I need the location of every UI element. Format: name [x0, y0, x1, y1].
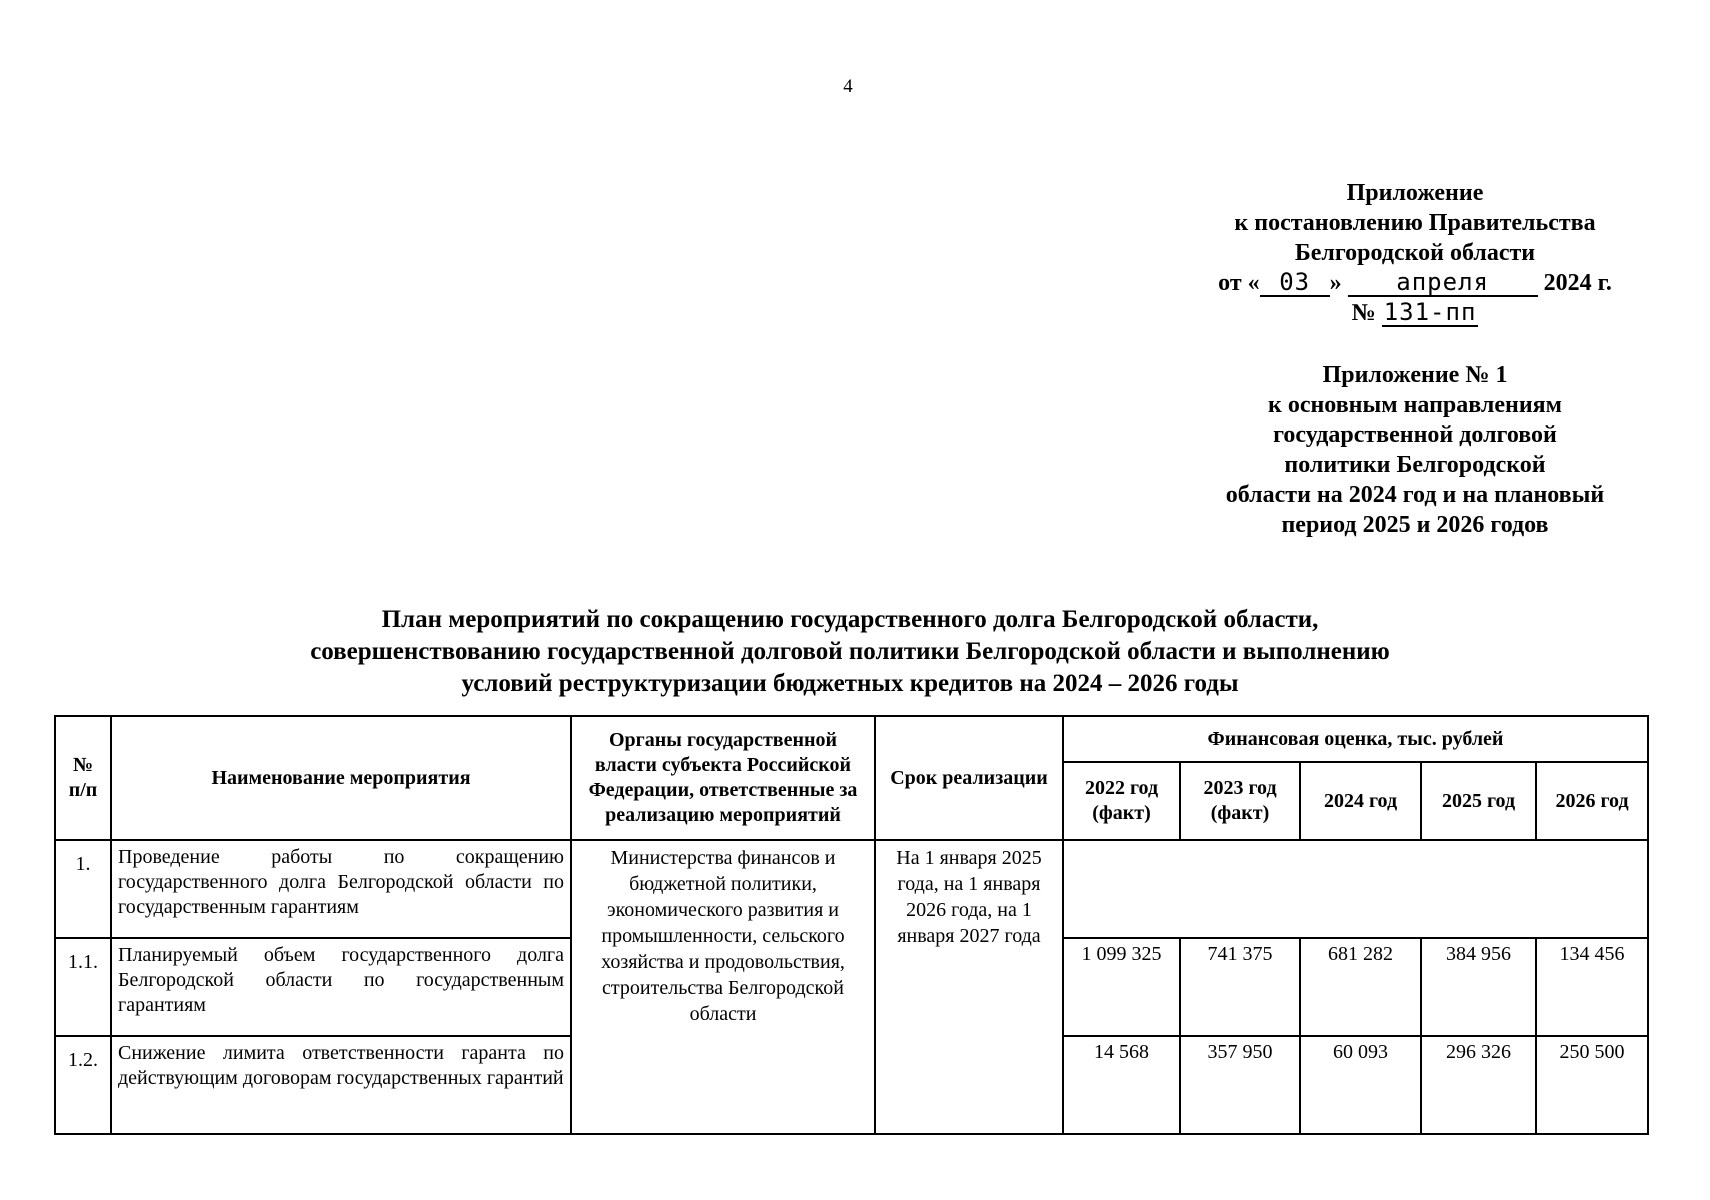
row-name: Проведение работы по сокращению государственного долга Белгородской области по государственным гарантиям	[111, 840, 571, 938]
value-2025: 296 326	[1421, 1036, 1536, 1134]
table-row	[55, 840, 1648, 938]
value-2022: 1 099 325	[1063, 938, 1180, 1036]
row-finance-empty	[1063, 840, 1648, 938]
plan-table	[54, 715, 1649, 1135]
date-day: 03	[1260, 269, 1330, 297]
date-mid: »	[1329, 270, 1342, 296]
date-year: 2024 г.	[1543, 270, 1612, 296]
appendix-1-line: государственной долговой	[1273, 422, 1557, 448]
value-2025: 384 956	[1421, 938, 1536, 1036]
header-row	[55, 716, 1648, 762]
appendix-1-header	[1180, 360, 1650, 540]
header-year-2026: 2026 год	[1536, 762, 1648, 840]
value-2023: 357 950	[1180, 1036, 1300, 1134]
header-term: Срок реализации	[875, 716, 1063, 840]
value-2022: 14 568	[1063, 1036, 1180, 1134]
row-num: 1.2.	[55, 1036, 111, 1134]
appendix-header-line: Приложение	[1346, 180, 1484, 206]
header-year-2024: 2024 год	[1300, 762, 1421, 840]
row-name: Снижение лимита ответственности гаранта по действующим договорам государственных гарантий	[111, 1036, 571, 1134]
header-finance: Финансовая оценка, тыс. рублей	[1063, 716, 1648, 762]
value-2023: 741 375	[1180, 938, 1300, 1036]
date-prefix: от «	[1218, 270, 1260, 296]
responsible-org: Министерства финансов и бюджетной политики, экономического развития и промышленности, сельского хозяйства и продовольствия, строительства Белгородской области	[571, 840, 875, 1134]
value-2026: 134 456	[1536, 938, 1648, 1036]
appendix-header-line: к постановлению Правительства	[1234, 210, 1596, 236]
appendix-1-line: период 2025 и 2026 годов	[1281, 512, 1549, 538]
header-name: Наименование мероприятия	[111, 716, 571, 840]
header-year-2025: 2025 год	[1421, 762, 1536, 840]
row-name: Планируемый объем государственного долга Белгородской области по государственным гарантиям	[111, 938, 571, 1036]
plan-title	[120, 604, 1580, 700]
page-number: 4	[843, 76, 853, 97]
header-org: Органы государственной власти субъекта Российской Федерации, ответственные за реализацию мероприятий	[571, 716, 875, 840]
value-2024: 60 093	[1300, 1036, 1421, 1134]
implementation-term: На 1 января 2025 года, на 1 января 2026 года, на 1 января 2027 года	[875, 840, 1063, 1134]
row-num: 1.	[55, 840, 111, 938]
row-num: 1.1.	[55, 938, 111, 1036]
appendix-header	[1180, 178, 1650, 328]
appendix-1-line: области на 2024 год и на плановый	[1225, 482, 1605, 508]
header-year-2022: 2022 год (факт)	[1063, 762, 1180, 840]
header-num: № п/п	[55, 716, 111, 840]
appendix-1-line: к основным направлениям	[1267, 392, 1563, 418]
plan-title-line: совершенствованию государственной долговой политики Белгородской области и выполнению	[310, 638, 1390, 665]
value-2026: 250 500	[1536, 1036, 1648, 1134]
date-month: апреля	[1348, 269, 1538, 297]
resolution-number	[1180, 298, 1650, 328]
plan-title-line: условий реструктуризации бюджетных кредитов на 2024 – 2026 годы	[461, 670, 1239, 697]
plan-title-line: План мероприятий по сокращению государственного долга Белгородской области,	[381, 606, 1319, 633]
number-prefix: №	[1351, 300, 1376, 326]
appendix-1-line: политики Белгородской	[1284, 452, 1546, 478]
number-value: 131-пп	[1383, 298, 1477, 326]
resolution-date	[1180, 268, 1650, 298]
value-2024: 681 282	[1300, 938, 1421, 1036]
appendix-1-line: Приложение № 1	[1322, 362, 1508, 388]
header-year-2023: 2023 год (факт)	[1180, 762, 1300, 840]
appendix-header-line: Белгородской области	[1294, 240, 1536, 266]
